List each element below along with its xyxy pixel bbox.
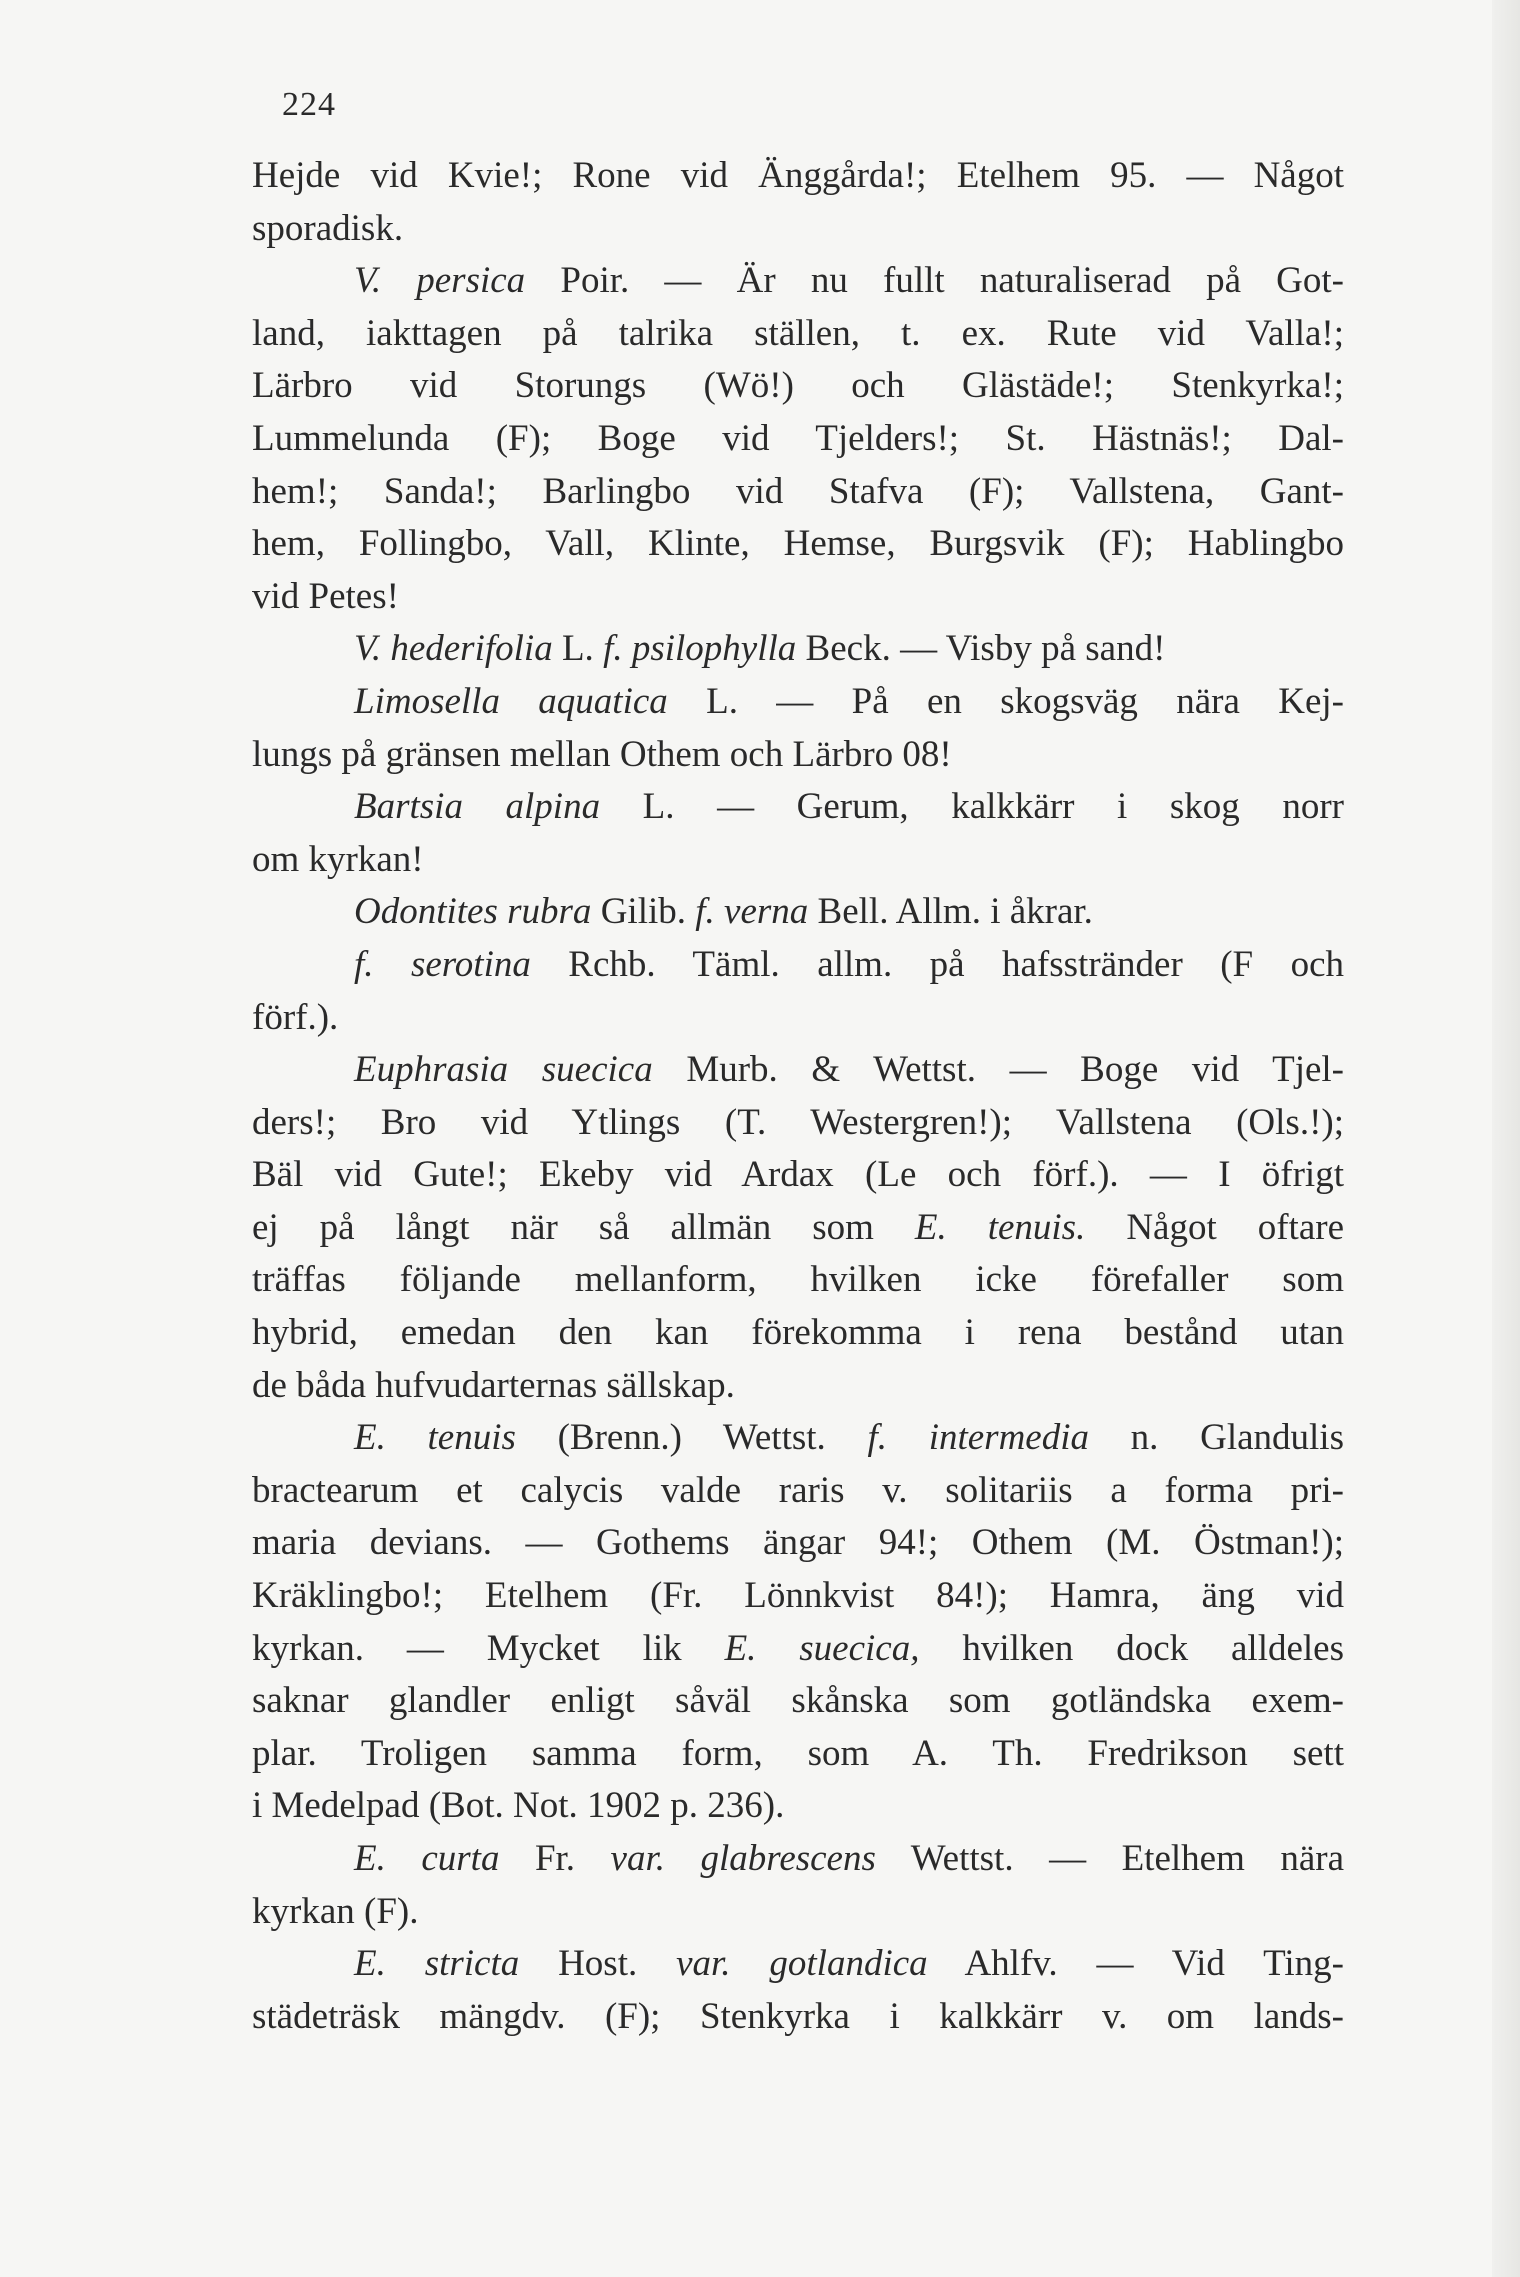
- text-line: [252, 1412, 1344, 1465]
- text-segment: Något oftare: [1085, 1206, 1344, 1248]
- text-line: [252, 834, 1344, 887]
- text-segment: träffas följande mellanform, hvilken icke förefaller som: [252, 1259, 1344, 1301]
- text-line: [252, 203, 1344, 256]
- italic-taxon-text: E. curta: [354, 1838, 500, 1879]
- text-segment: land, iakttagen på talrika ställen, t. ex. Rute vid Valla!;: [252, 312, 1344, 354]
- page-edge: [1492, 0, 1520, 2277]
- text-line: [252, 1570, 1344, 1623]
- text-line: [252, 1833, 1344, 1886]
- italic-taxon-text: f. serotina: [354, 943, 531, 985]
- text-segment: kyrkan (F).: [252, 1890, 419, 1932]
- text-segment: hem, Follingbo, Vall, Klinte, Hemse, Burgsvik (F); Hablingbo: [252, 523, 1344, 565]
- text-segment: vid Petes!: [252, 575, 399, 617]
- text-line: [252, 571, 1344, 624]
- text-segment: Fr.: [499, 1838, 611, 1879]
- italic-taxon-text: Odontites rubra: [354, 891, 592, 933]
- italic-taxon-text: f. intermedia: [867, 1417, 1089, 1459]
- text-segment: Rchb. Täml. allm. på hafsstränder (F och: [530, 943, 1344, 985]
- text-segment: Murb. & Wettst. — Boge vid Tjel-: [652, 1049, 1344, 1091]
- text-line: [252, 150, 1344, 203]
- text-line: [252, 1728, 1344, 1781]
- text-segment: Beck. — Visby på sand!: [796, 628, 1166, 670]
- italic-taxon-text: Limosella aquatica: [354, 680, 668, 722]
- text-segment: n. Glandulis: [1089, 1417, 1344, 1459]
- text-line: [252, 886, 1344, 939]
- text-line: [252, 1254, 1344, 1307]
- body-text: [252, 150, 1344, 2043]
- text-segment: hem!; Sanda!; Barlingbo vid Stafva (F); Vallstena, Gant-: [252, 470, 1344, 512]
- text-segment: Bell. Allm. i åkrar.: [808, 891, 1093, 933]
- text-line: [252, 308, 1344, 361]
- text-segment: Lummelunda (F); Boge vid Tjelders!; St. Hästnäs!; Dal-: [252, 417, 1344, 459]
- text-line: [252, 1307, 1344, 1360]
- text-segment: Host.: [519, 1943, 677, 1985]
- text-line: [252, 1886, 1344, 1939]
- text-line: [252, 466, 1344, 519]
- text-line: [252, 781, 1344, 834]
- italic-taxon-text: f. psilophylla: [603, 628, 797, 670]
- text-line: [252, 360, 1344, 413]
- text-line: [252, 1623, 1344, 1676]
- text-line: [252, 992, 1344, 1045]
- text-segment: saknar glandler enligt såväl skånska som gotländska exem-: [252, 1680, 1344, 1722]
- text-segment: om kyrkan!: [252, 838, 424, 880]
- italic-taxon-text: var. glabrescens: [610, 1838, 876, 1879]
- text-segment: hvilken dock alldeles: [919, 1627, 1345, 1669]
- italic-taxon-text: Euphrasia suecica: [354, 1049, 653, 1091]
- page-number: 224: [282, 86, 336, 123]
- text-line: [252, 1991, 1344, 2044]
- italic-taxon-text: f. verna: [695, 891, 809, 933]
- text-line: [252, 1044, 1344, 1097]
- text-line: [252, 1097, 1344, 1150]
- text-line: [252, 1202, 1344, 1255]
- text-segment: L. — På en skogsväg nära Kej-: [667, 680, 1344, 722]
- text-segment: maria devians. — Gothems ängar 94!; Othem (M. Östman!);: [252, 1522, 1344, 1564]
- text-segment: ders!; Bro vid Ytlings (T. Westergren!); Vallstena (Ols.!);: [252, 1101, 1344, 1143]
- text-segment: ej på långt när så allmän som: [252, 1206, 915, 1248]
- text-segment: Poir. — Är nu fullt naturaliserad på Got-: [525, 260, 1344, 302]
- italic-taxon-text: E. stricta: [354, 1943, 520, 1985]
- text-segment: Hejde vid Kvie!; Rone vid Änggårda!; Etelhem 95. — Något: [252, 155, 1344, 196]
- text-line: [252, 729, 1344, 782]
- text-line: [252, 1465, 1344, 1518]
- text-line: [252, 518, 1344, 571]
- text-segment: plar. Troligen samma form, som A. Th. Fredrikson sett: [252, 1732, 1344, 1774]
- italic-taxon-text: var. gotlandica: [676, 1943, 928, 1985]
- text-line: [252, 1149, 1344, 1202]
- text-segment: Lärbro vid Storungs (Wö!) och Glästäde!; Stenkyrka!;: [252, 365, 1344, 407]
- text-segment: Gilib.: [591, 891, 696, 933]
- text-line: [252, 939, 1344, 992]
- text-segment: kyrkan. — Mycket lik: [252, 1627, 725, 1669]
- text-line: [252, 1780, 1344, 1833]
- text-line: [252, 623, 1344, 676]
- text-segment: Bäl vid Gute!; Ekeby vid Ardax (Le och förf.). — I öfrigt: [252, 1154, 1344, 1196]
- text-line: [252, 1938, 1344, 1991]
- text-segment: lungs på gränsen mellan Othem och Lärbro 08!: [252, 733, 952, 775]
- text-line: [252, 413, 1344, 466]
- text-segment: förf.).: [252, 996, 339, 1038]
- italic-taxon-text: E. tenuis.: [914, 1206, 1086, 1248]
- text-line: [252, 255, 1344, 308]
- text-segment: de båda hufvudarternas sällskap.: [252, 1364, 735, 1406]
- text-segment: Wettst. — Etelhem nära: [875, 1838, 1345, 1879]
- italic-taxon-text: E. suecica,: [724, 1627, 920, 1669]
- text-segment: i Medelpad (Bot. Not. 1902 p. 236).: [252, 1785, 785, 1827]
- text-line: [252, 1517, 1344, 1570]
- text-line: [252, 1675, 1344, 1728]
- text-segment: sporadisk.: [252, 207, 404, 249]
- text-segment: städeträsk mängdv. (F); Stenkyrka i kalkkärr v. om lands-: [252, 1995, 1344, 2037]
- text-segment: L. — Gerum, kalkkärr i skog norr: [600, 786, 1344, 828]
- italic-taxon-text: Bartsia alpina: [354, 786, 601, 828]
- italic-taxon-text: V. persica: [354, 260, 526, 302]
- text-line: [252, 1360, 1344, 1413]
- text-segment: Kräklingbo!; Etelhem (Fr. Lönnkvist 84!); Hamra, äng vid: [252, 1575, 1344, 1617]
- text-segment: Ahlfv. — Vid Ting-: [927, 1943, 1344, 1985]
- text-segment: hybrid, emedan den kan förekomma i rena bestånd utan: [252, 1312, 1344, 1354]
- text-segment: (Brenn.) Wettst.: [515, 1417, 868, 1459]
- italic-taxon-text: V. hederifolia: [354, 628, 553, 670]
- italic-taxon-text: E. tenuis: [354, 1417, 516, 1459]
- text-segment: L.: [552, 628, 604, 670]
- text-segment: bractearum et calycis valde raris v. solitariis a forma pri-: [252, 1469, 1344, 1511]
- text-line: [252, 676, 1344, 729]
